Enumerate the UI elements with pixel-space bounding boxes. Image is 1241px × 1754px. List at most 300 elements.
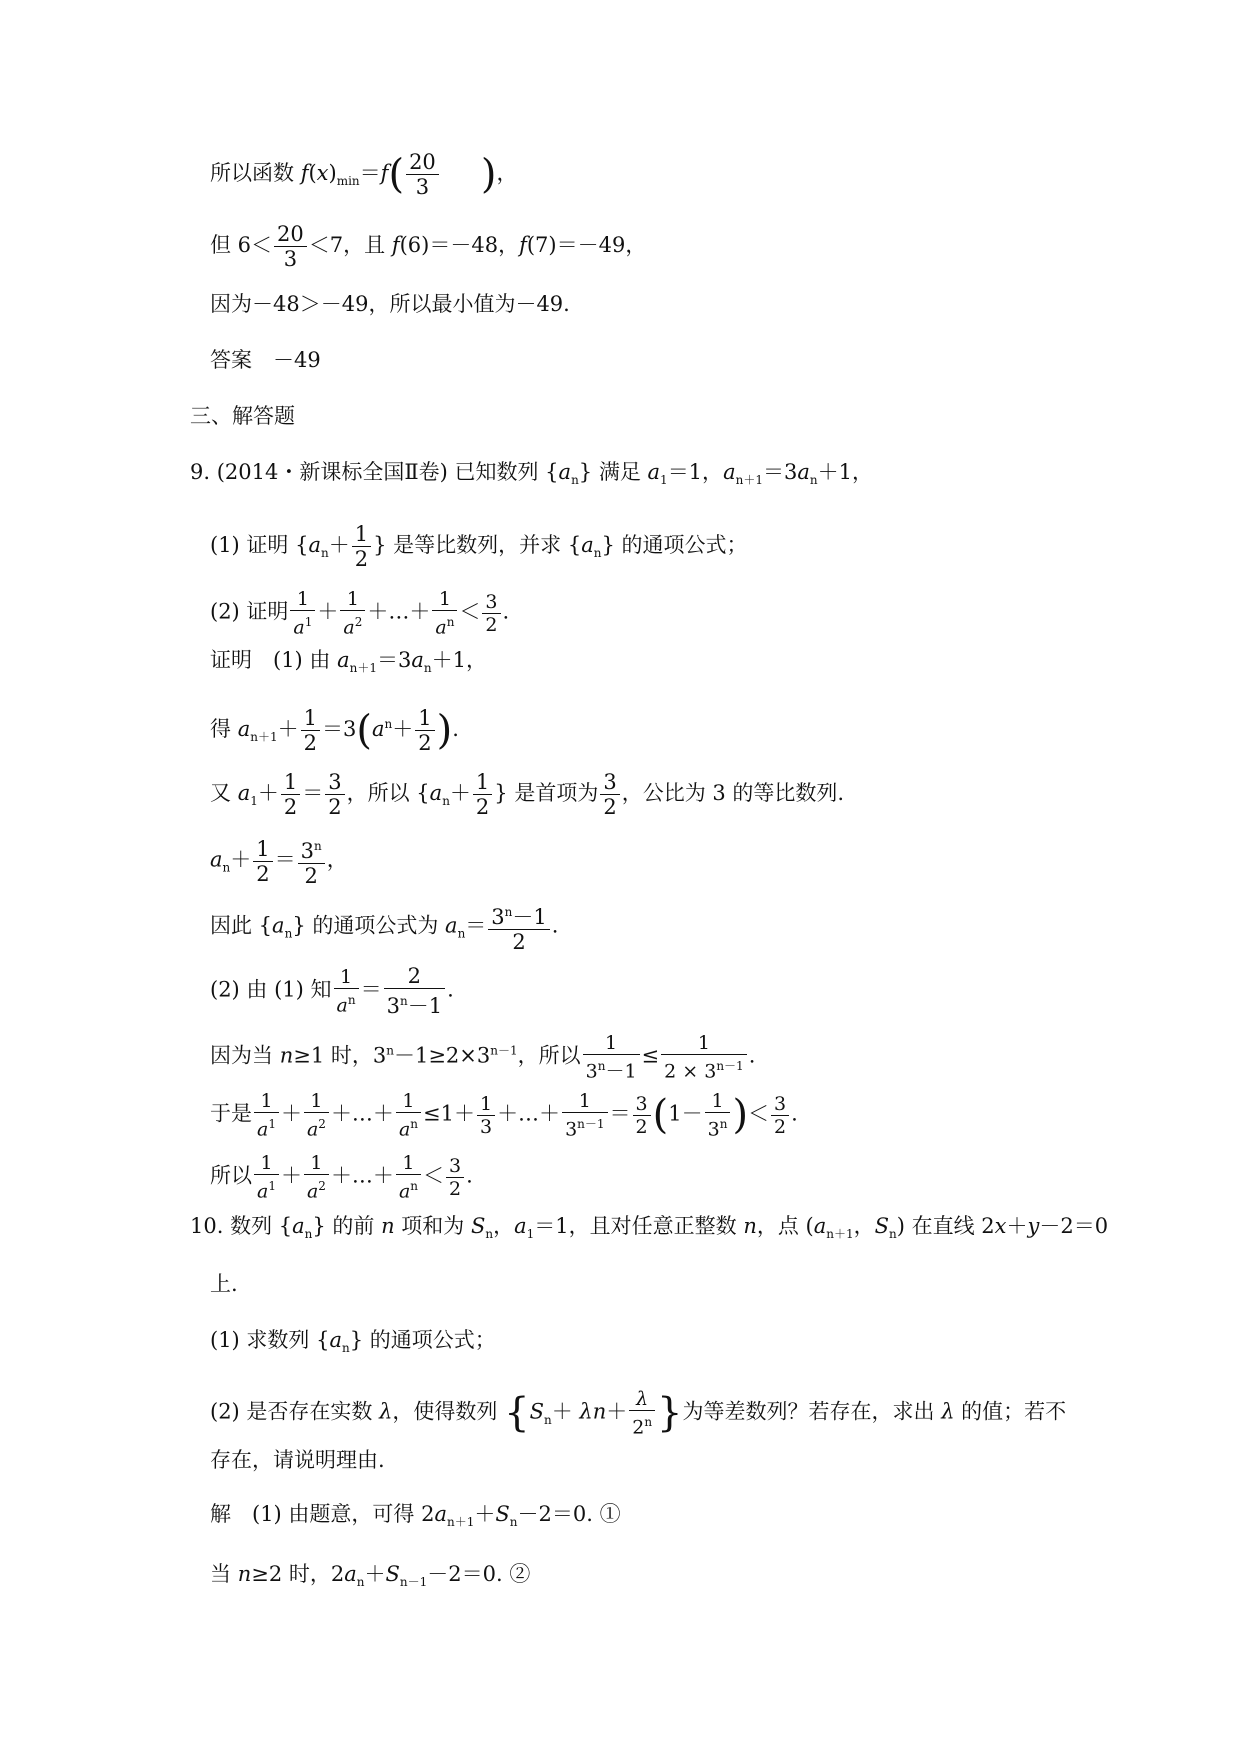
text: 解 (1) 由题意，可得 2: [210, 1502, 435, 1526]
numerator: 1: [301, 706, 320, 731]
text: 3: [300, 839, 315, 863]
text: 10. 数列 {: [190, 1214, 293, 1238]
text: －1: [512, 905, 547, 929]
text: ＋: [1006, 1214, 1028, 1238]
text: 项和为: [394, 1214, 471, 1238]
fraction: [281, 770, 300, 819]
problem-10-part-1: [210, 1326, 496, 1362]
text: ，: [853, 1214, 875, 1238]
math-var: x: [994, 1214, 1007, 1238]
proof-line-5: [210, 900, 558, 954]
text: } 的通项公式；: [601, 533, 748, 557]
denominator: 3: [479, 1115, 493, 1138]
math-var: a: [445, 913, 458, 938]
denominator: [304, 1175, 329, 1202]
numerator: 1: [473, 770, 492, 795]
problem-10-part-2: [210, 1388, 1066, 1438]
text: ＋: [317, 599, 339, 624]
text: ，所以: [517, 1043, 581, 1068]
denominator: [254, 1113, 279, 1140]
denominator: [705, 1113, 731, 1140]
math-var: y: [1027, 1214, 1040, 1238]
text: (: [308, 161, 317, 185]
math-sup: n: [399, 994, 408, 1008]
math-var: a: [429, 781, 443, 805]
fraction: [396, 1152, 421, 1202]
line-compare: [210, 222, 646, 271]
fraction: [705, 1090, 731, 1140]
numerator: 1: [254, 1090, 279, 1113]
text: ＋…＋: [497, 1101, 561, 1126]
numerator: 1: [396, 1152, 421, 1175]
math-var: a: [237, 717, 251, 741]
text: －1: [605, 1060, 637, 1083]
line-min-value: [210, 150, 517, 199]
fraction: [661, 1032, 747, 1082]
text: 1－: [668, 1101, 703, 1126]
denominator: 2: [418, 731, 432, 755]
math-var: a: [371, 717, 385, 741]
math-var: a: [306, 1118, 319, 1141]
math-sup: n: [719, 1117, 728, 1131]
text: ＝: [609, 1101, 631, 1126]
problem-9-statement: [190, 458, 873, 494]
paren: (: [652, 1092, 669, 1139]
fraction: [384, 964, 445, 1018]
math-var: a: [257, 1118, 269, 1141]
fraction: [633, 1093, 651, 1138]
fraction: [352, 522, 371, 571]
math-sub: n: [809, 473, 818, 488]
text: ＜: [423, 1163, 444, 1188]
text: } 的通项公式为: [292, 913, 446, 938]
math-var: a: [272, 913, 285, 938]
paren: (: [356, 707, 372, 754]
text: 3: [707, 1118, 720, 1141]
brace: }: [657, 1390, 683, 1437]
numerator: 1: [304, 1152, 329, 1175]
text: ＋: [449, 781, 471, 805]
text: 因此 {: [210, 913, 273, 938]
math-sup: n: [504, 905, 513, 919]
fraction: [482, 591, 500, 636]
denominator: [583, 1055, 640, 1082]
denominator: [304, 1113, 329, 1140]
text: ＜: [748, 1101, 770, 1126]
text: 因为当: [210, 1043, 280, 1068]
text: 当: [210, 1562, 238, 1586]
text: } 的通项公式；: [349, 1328, 496, 1352]
math-var: a: [343, 616, 355, 639]
text: ＝: [465, 913, 487, 938]
fraction: [406, 150, 439, 199]
math-var: n: [237, 1562, 252, 1586]
math-sub: n: [356, 1575, 365, 1590]
denominator: [340, 611, 365, 638]
text: ＝: [359, 161, 381, 185]
denominator: 2: [449, 1177, 462, 1200]
numerator: 1: [254, 1152, 279, 1175]
math-var: a: [306, 1180, 319, 1203]
proof-part-2-line-4: [210, 1152, 473, 1202]
proof-part-2-line-2: [210, 1032, 755, 1082]
brace: {: [504, 1390, 530, 1437]
text: 3: [386, 994, 400, 1018]
text: ＝: [360, 977, 382, 1002]
text: } 的前: [312, 1214, 382, 1238]
proof-line-4: [210, 834, 348, 888]
fraction: [290, 588, 315, 638]
denominator: [661, 1055, 747, 1082]
paren: ): [436, 707, 453, 754]
numerator: [629, 1388, 655, 1411]
denominator: 2: [283, 795, 298, 819]
math-var: S: [385, 1562, 400, 1586]
text: .: [466, 1163, 473, 1188]
math-sup: n: [410, 1117, 418, 1131]
math-sup: n: [644, 1415, 653, 1429]
text: ＋: [280, 1101, 302, 1126]
math-var: a: [336, 994, 348, 1017]
text: ＋: [328, 533, 350, 557]
text: .: [502, 599, 510, 624]
text: ＋…＋: [330, 1101, 394, 1126]
math-sup: 1: [268, 1179, 276, 1193]
text: ≥2 时，2: [251, 1562, 345, 1586]
math-sub: n: [284, 926, 293, 941]
math-var: λ: [941, 1399, 955, 1424]
math-sub: n: [304, 1227, 313, 1242]
fraction: [274, 222, 307, 271]
math-sup: n: [384, 717, 393, 731]
math-var: a: [647, 460, 661, 484]
denominator: [629, 1411, 655, 1438]
math-var: a: [398, 1180, 411, 1203]
denominator: 2: [485, 613, 498, 636]
math-sub: n: [342, 1341, 350, 1356]
proof-line-1: [210, 646, 487, 682]
text: 2: [632, 1416, 645, 1439]
text: ＝: [274, 847, 296, 872]
problem-10-part-2-cont: 存在，请说明理由.: [210, 1448, 385, 1472]
math-sub: n＋1: [735, 473, 763, 488]
text: ，: [496, 161, 518, 185]
numerator: 3: [482, 591, 500, 614]
fraction: [473, 770, 492, 819]
fraction: [304, 1152, 329, 1202]
problem-9-part-1: [210, 522, 748, 571]
fraction: [432, 588, 457, 638]
text: ＋: [551, 1399, 580, 1424]
problem-10-statement-cont: 上.: [210, 1272, 238, 1296]
text: .: [791, 1101, 798, 1126]
numerator: 3: [325, 770, 344, 795]
math-sup: n: [410, 1179, 418, 1193]
denominator: 2: [512, 930, 526, 954]
text: ＝1，: [667, 460, 724, 484]
numerator: 3: [600, 770, 619, 795]
text: 但 6＜: [210, 233, 273, 257]
denominator: [396, 1113, 421, 1140]
text: (2) 证明: [210, 599, 289, 624]
math-sub: n: [509, 1515, 518, 1530]
proof-line-3: [210, 770, 844, 819]
fraction: [304, 1090, 329, 1140]
text: ≤: [641, 1043, 660, 1068]
denominator: 2: [635, 1115, 648, 1138]
denominator: [562, 1113, 607, 1140]
math-sup: n－1: [716, 1059, 744, 1073]
numerator: [298, 834, 325, 864]
numerator: 1: [253, 837, 272, 862]
math-var: a: [337, 648, 350, 672]
denominator: 2: [328, 795, 342, 819]
fraction: [629, 1388, 655, 1438]
proof-line-2: [210, 706, 459, 755]
math-var: a: [797, 460, 810, 484]
text: ，使得数列: [392, 1399, 505, 1424]
text: 证明 (1) 由: [210, 648, 338, 672]
text: (6)＝－48，: [399, 233, 520, 257]
math-var: S: [495, 1502, 510, 1526]
text: ＋1，: [431, 648, 488, 672]
text: ＝: [302, 781, 324, 805]
numerator: 2: [384, 964, 445, 989]
math-var: a: [558, 460, 572, 484]
fraction: [477, 1093, 495, 1138]
math-var: a: [308, 533, 321, 557]
math-sub: 1: [526, 1227, 535, 1242]
numerator: 1: [396, 1090, 421, 1113]
text: (7)＝－49，: [526, 233, 647, 257]
math-sub: n: [485, 1227, 494, 1242]
math-var: n: [743, 1214, 757, 1238]
numerator: 1: [432, 588, 457, 611]
denominator: [396, 1175, 421, 1202]
numerator: 3: [633, 1093, 651, 1116]
section-heading: 三、解答题: [190, 404, 295, 428]
numerator: [488, 900, 549, 930]
text: ): [328, 161, 337, 185]
text: } 是等比数列，并求 {: [373, 533, 582, 557]
text: ＜7，且: [308, 233, 392, 257]
text: ，点 (: [756, 1214, 814, 1238]
solution-line-1: [210, 1500, 621, 1536]
text: ＋: [392, 717, 414, 741]
text: ＝3: [377, 648, 412, 672]
numerator: 1: [705, 1090, 731, 1113]
text: ＋…＋: [330, 1163, 394, 1188]
math-sup: n－1: [490, 1043, 518, 1058]
text: ) 在直线 2: [896, 1214, 995, 1238]
proof-part-2-line-3: [210, 1090, 798, 1140]
fraction: [396, 1090, 421, 1140]
math-sub: 1: [250, 794, 258, 809]
denominator: [254, 1175, 279, 1202]
numerator: 1: [583, 1032, 640, 1055]
paren: (: [388, 151, 405, 198]
problem-9-part-2: [210, 588, 509, 638]
paren: ): [480, 151, 497, 198]
numerator: 1: [304, 1090, 329, 1113]
math-sup: n: [597, 1059, 606, 1073]
math-sub: 1: [660, 473, 668, 488]
math-var: a: [237, 781, 251, 805]
math-var: a: [398, 1118, 411, 1141]
denominator: 2: [354, 547, 369, 571]
text: ＋: [257, 781, 279, 805]
math-sup: n－1: [577, 1117, 605, 1131]
fraction: [562, 1090, 607, 1140]
text: ，: [326, 847, 348, 872]
text: ＋: [280, 1163, 302, 1188]
math-sub: n: [543, 1412, 552, 1427]
math-var: a: [411, 648, 424, 672]
math-sub: n: [889, 1227, 897, 1242]
text: 3: [585, 1060, 598, 1083]
line-answer: 答案 －49: [210, 348, 321, 372]
text: .: [551, 913, 559, 938]
math-var: a: [210, 847, 223, 872]
denominator: [432, 611, 457, 638]
paren: ): [732, 1092, 749, 1139]
text: 3: [565, 1118, 578, 1141]
text: ≥1 时，3: [293, 1043, 387, 1068]
math-var: λ: [579, 1399, 593, 1424]
text: ＜: [459, 599, 481, 624]
math-var: f: [380, 161, 389, 185]
math-sub: n: [442, 794, 450, 809]
text: ＋…＋: [367, 599, 431, 624]
math-sub: n: [593, 546, 602, 561]
math-var: a: [813, 1214, 827, 1238]
numerator: 1: [415, 706, 434, 731]
math-var: a: [293, 616, 305, 639]
text: 得: [210, 717, 238, 741]
numerator: 1: [340, 588, 365, 611]
fraction: [415, 706, 434, 755]
math-var: λ: [636, 1388, 649, 1410]
line-conclusion: 因为－48＞－49，所以最小值为－49.: [210, 292, 570, 316]
denominator: [290, 611, 315, 638]
text: 的值；若不: [954, 1399, 1067, 1424]
math-var: a: [723, 460, 736, 484]
math-sub: n: [321, 546, 329, 561]
math-sup: n: [347, 992, 356, 1007]
math-var: n: [381, 1214, 395, 1238]
math-var: a: [581, 533, 594, 557]
text: ，公比为 3 的等比数列.: [621, 781, 845, 805]
numerator: 3: [446, 1155, 464, 1178]
math-sup: 1: [268, 1117, 276, 1131]
fraction: [488, 900, 549, 954]
text: －2＝0. ①: [517, 1502, 621, 1526]
text: ＋: [230, 847, 252, 872]
math-var: a: [344, 1562, 357, 1586]
math-var: S: [529, 1399, 544, 1424]
math-var: a: [435, 616, 447, 639]
fraction: [254, 1152, 279, 1202]
math-sup: 1: [304, 615, 313, 629]
text: 于是: [210, 1101, 252, 1126]
text: ，: [493, 1214, 515, 1238]
text: (2) 由 (1) 知: [210, 977, 332, 1002]
text: (1) 求数列 {: [210, 1328, 330, 1352]
math-sub: n: [457, 926, 466, 941]
text: } 满足: [578, 460, 648, 484]
numerator: 20: [406, 150, 439, 175]
math-var: n: [279, 1043, 294, 1068]
denominator: 2: [256, 861, 270, 886]
numerator: 1: [661, 1032, 747, 1055]
math-var: n: [592, 1399, 607, 1424]
math-var: f: [300, 161, 309, 185]
math-sub: n: [571, 473, 579, 488]
fraction: [325, 770, 344, 819]
math-sup: n: [446, 615, 455, 629]
text: ＋: [606, 1399, 628, 1424]
numerator: 1: [477, 1093, 495, 1116]
denominator: 2: [304, 864, 318, 888]
text: } 是首项为: [494, 781, 599, 805]
text: 又: [210, 781, 238, 805]
text: －1≥2×3: [393, 1043, 491, 1068]
numerator: 3: [771, 1093, 789, 1116]
math-var: a: [514, 1214, 527, 1238]
math-sub: n＋1: [349, 661, 378, 676]
text: 为等差数列？若存在，求出: [682, 1399, 942, 1424]
text: .: [748, 1043, 756, 1068]
fraction: [301, 706, 320, 755]
denominator: [384, 989, 445, 1018]
math-sub: n－1: [399, 1575, 428, 1590]
math-var: x: [316, 161, 329, 185]
numerator: 1: [352, 522, 371, 547]
text: ＝1，且对任意正整数: [534, 1214, 744, 1238]
fraction: [254, 1090, 279, 1140]
math-var: a: [292, 1214, 305, 1238]
text: 9. (2014・新课标全国Ⅱ卷) 已知数列 {: [190, 460, 559, 484]
text: .: [452, 717, 459, 741]
text: ＋1，: [817, 460, 873, 484]
text: (1) 证明 {: [210, 533, 309, 557]
math-var: a: [257, 1180, 269, 1203]
math-sup: 2: [354, 615, 363, 629]
text: .: [447, 977, 454, 1002]
math-sub: n: [423, 661, 432, 676]
numerator: 1: [562, 1090, 607, 1113]
text: ＋: [277, 717, 299, 741]
text: 2 × 3: [664, 1060, 717, 1083]
math-sub: n＋1: [447, 1515, 475, 1530]
math-sup: n: [314, 839, 322, 853]
fraction: [771, 1093, 789, 1138]
text: ＝3: [321, 717, 357, 741]
math-sub: n: [222, 860, 231, 875]
text: 所以函数: [210, 161, 301, 185]
text: (2) 是否存在实数: [210, 1399, 380, 1424]
math-var: f: [391, 233, 400, 257]
fraction: [340, 588, 365, 638]
text: ，所以 {: [346, 781, 430, 805]
math-sup: 2: [318, 1117, 326, 1131]
numerator: 1: [281, 770, 300, 795]
numerator: 1: [290, 588, 315, 611]
math-sup: n: [386, 1043, 394, 1058]
text: ≤1＋: [423, 1101, 475, 1126]
denominator: 2: [774, 1115, 787, 1138]
text: 3: [491, 905, 505, 929]
